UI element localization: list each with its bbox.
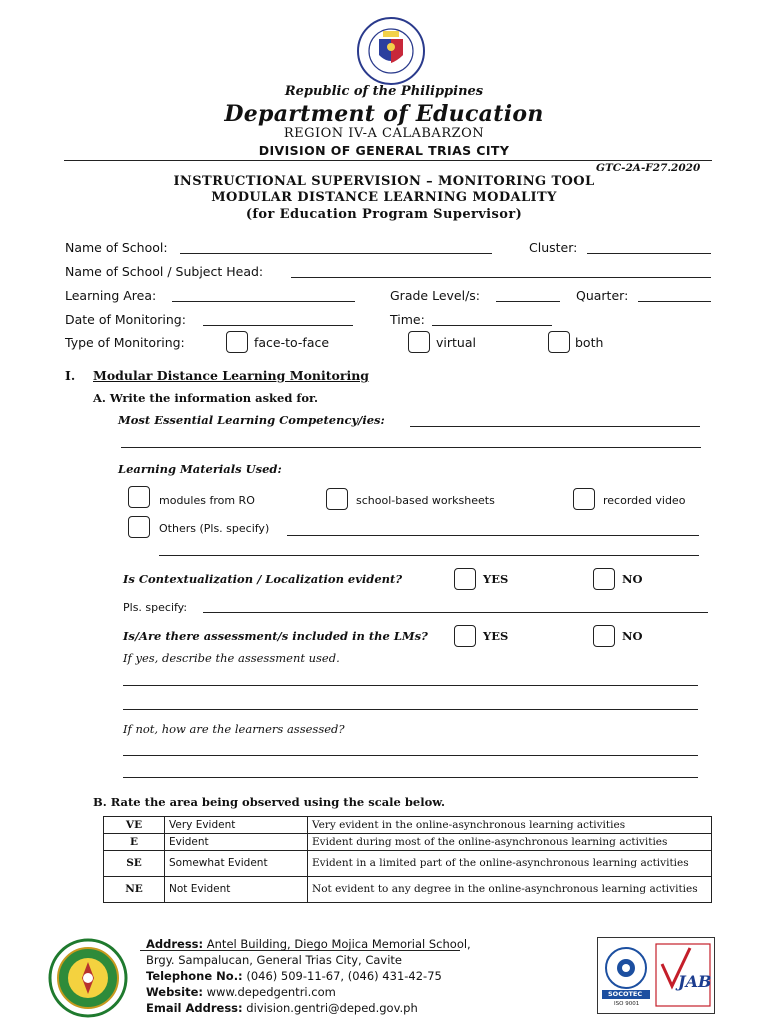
section-numeral: I. xyxy=(65,368,76,383)
assessment-no-checkbox[interactable] xyxy=(593,625,615,647)
header-divider xyxy=(64,160,712,161)
recorded-video-label: recorded video xyxy=(603,494,686,507)
others-checkbox[interactable] xyxy=(128,516,150,538)
division-line: DIVISION OF GENERAL TRIAS CITY xyxy=(258,143,510,158)
if-yes-prompt: If yes, describe the assessment used. xyxy=(123,651,340,665)
school-head-label: Name of School / Subject Head: xyxy=(65,264,264,279)
scale-code: SE xyxy=(104,851,165,877)
both-label: both xyxy=(575,335,604,350)
quarter-field[interactable] xyxy=(638,289,711,302)
pls-specify-field[interactable] xyxy=(203,600,708,613)
worksheets-checkbox[interactable] xyxy=(326,488,348,510)
type-label: Type of Monitoring: xyxy=(65,335,185,350)
modules-checkbox[interactable] xyxy=(128,486,150,508)
cert1-label: SOCOTEC xyxy=(608,990,643,998)
contextualization-yes-checkbox[interactable] xyxy=(454,568,476,590)
title-line-1: INSTRUCTIONAL SUPERVISION – MONITORING TOOL xyxy=(173,174,595,189)
scale-term: Somewhat Evident xyxy=(165,851,308,877)
address-line-2: Brgy. Sampalucan, General Trias City, Cavite xyxy=(146,953,402,967)
scale-term: Evident xyxy=(165,834,308,851)
learning-area-field[interactable] xyxy=(172,289,355,302)
others-field-line2[interactable] xyxy=(159,543,699,556)
cluster-label: Cluster: xyxy=(529,240,578,255)
table-row xyxy=(104,877,712,903)
school-name-label: Name of School: xyxy=(65,240,168,255)
melc-field[interactable] xyxy=(410,414,700,427)
school-head-field[interactable] xyxy=(291,265,711,278)
virtual-checkbox[interactable] xyxy=(408,331,430,353)
address-label: Address: xyxy=(146,937,204,951)
website-label: Website: xyxy=(146,985,203,999)
worksheets-label: school-based worksheets xyxy=(356,494,495,507)
scale-term: Very Evident xyxy=(165,817,308,834)
telephone-label: Telephone No.: xyxy=(146,969,243,983)
quarter-label: Quarter: xyxy=(576,288,629,303)
if-yes-line-2[interactable] xyxy=(123,697,698,710)
table-row xyxy=(104,834,712,851)
learning-area-label: Learning Area: xyxy=(65,288,157,303)
if-not-line-2[interactable] xyxy=(123,765,698,778)
footer-email xyxy=(146,1001,418,1015)
footer-telephone xyxy=(146,969,442,983)
contextualization-no-checkbox[interactable] xyxy=(593,568,615,590)
part-a-heading: A. Write the information asked for. xyxy=(93,391,319,405)
date-label: Date of Monitoring: xyxy=(65,312,186,327)
grade-level-label: Grade Level/s: xyxy=(390,288,481,303)
division-logo xyxy=(48,938,128,1018)
face-to-face-label: face-to-face xyxy=(254,335,330,350)
cert2-label: JAB xyxy=(678,972,712,991)
virtual-label: virtual xyxy=(436,335,476,350)
email-label: Email Address: xyxy=(146,1001,243,1015)
table-row xyxy=(104,851,712,877)
scale-code: NE xyxy=(104,877,165,903)
telephone-value: (046) 509-11-67, (046) 431-42-75 xyxy=(246,969,442,983)
scale-description: Evident in a limited part of the online-asynchronous learning activities xyxy=(308,851,712,877)
cert1-sub: ISO 9001 xyxy=(614,1001,640,1007)
time-label: Time: xyxy=(390,312,425,327)
if-not-line-1[interactable] xyxy=(123,743,698,756)
certification-logos xyxy=(597,937,715,1014)
modules-label: modules from RO xyxy=(159,494,255,507)
melc-label: Most Essential Learning Competency/ies: xyxy=(118,413,385,427)
title-line-3: (for Education Program Supervisor) xyxy=(245,207,523,222)
others-field[interactable] xyxy=(287,523,699,536)
scale-description: Very evident in the online-asynchronous learning activities xyxy=(308,817,712,834)
melc-field-line2[interactable] xyxy=(121,435,701,448)
table-row xyxy=(104,817,712,834)
email-link[interactable]: division.gentri@deped.gov.ph xyxy=(246,1001,418,1015)
assessment-yes-label: YES xyxy=(483,629,509,643)
scale-term: Not Evident xyxy=(165,877,308,903)
date-field[interactable] xyxy=(203,313,353,326)
address-value: Antel Building, Diego Mojica Memorial School, xyxy=(206,937,471,951)
scale-description: Evident during most of the online-asynchronous learning activities xyxy=(308,834,712,851)
form-code: GTC-2A-F27.2020 xyxy=(596,162,701,174)
school-name-field[interactable] xyxy=(180,241,492,254)
deped-seal-logo xyxy=(357,17,425,85)
others-label: Others (Pls. specify) xyxy=(159,522,270,535)
if-yes-line-1[interactable] xyxy=(123,673,698,686)
republic-line: Republic of the Philippines xyxy=(284,84,484,99)
footer-address xyxy=(146,937,471,951)
scale-code: E xyxy=(104,834,165,851)
time-field[interactable] xyxy=(432,313,552,326)
contextualization-no-label: NO xyxy=(622,572,643,586)
part-b-heading: B. Rate the area being observed using the scale below. xyxy=(93,795,446,809)
scale-code: VE xyxy=(104,817,165,834)
footer-website xyxy=(146,985,336,999)
contextualization-question: Is Contextualization / Localization evident? xyxy=(123,572,403,586)
assessment-yes-checkbox[interactable] xyxy=(454,625,476,647)
pls-specify-label: Pls. specify: xyxy=(123,601,188,614)
rating-scale-table xyxy=(103,816,712,903)
if-not-prompt: If not, how are the learners assessed? xyxy=(123,722,345,736)
assessment-no-label: NO xyxy=(622,629,643,643)
both-checkbox[interactable] xyxy=(548,331,570,353)
title-line-2: MODULAR DISTANCE LEARNING MODALITY xyxy=(211,190,557,205)
website-link[interactable]: www.depedgentri.com xyxy=(206,985,336,999)
scale-description: Not evident to any degree in the online-asynchronous learning activities xyxy=(308,877,712,903)
assessment-question: Is/Are there assessment/s included in the LMs? xyxy=(123,629,428,643)
materials-label: Learning Materials Used: xyxy=(118,462,282,476)
recorded-video-checkbox[interactable] xyxy=(573,488,595,510)
department-title: Department of Education xyxy=(224,101,544,127)
cluster-field[interactable] xyxy=(587,241,711,254)
face-to-face-checkbox[interactable] xyxy=(226,331,248,353)
region-line: REGION IV-A CALABARZON xyxy=(283,126,485,141)
section-title: Modular Distance Learning Monitoring xyxy=(93,368,370,383)
grade-level-field[interactable] xyxy=(496,289,560,302)
contextualization-yes-label: YES xyxy=(483,572,509,586)
